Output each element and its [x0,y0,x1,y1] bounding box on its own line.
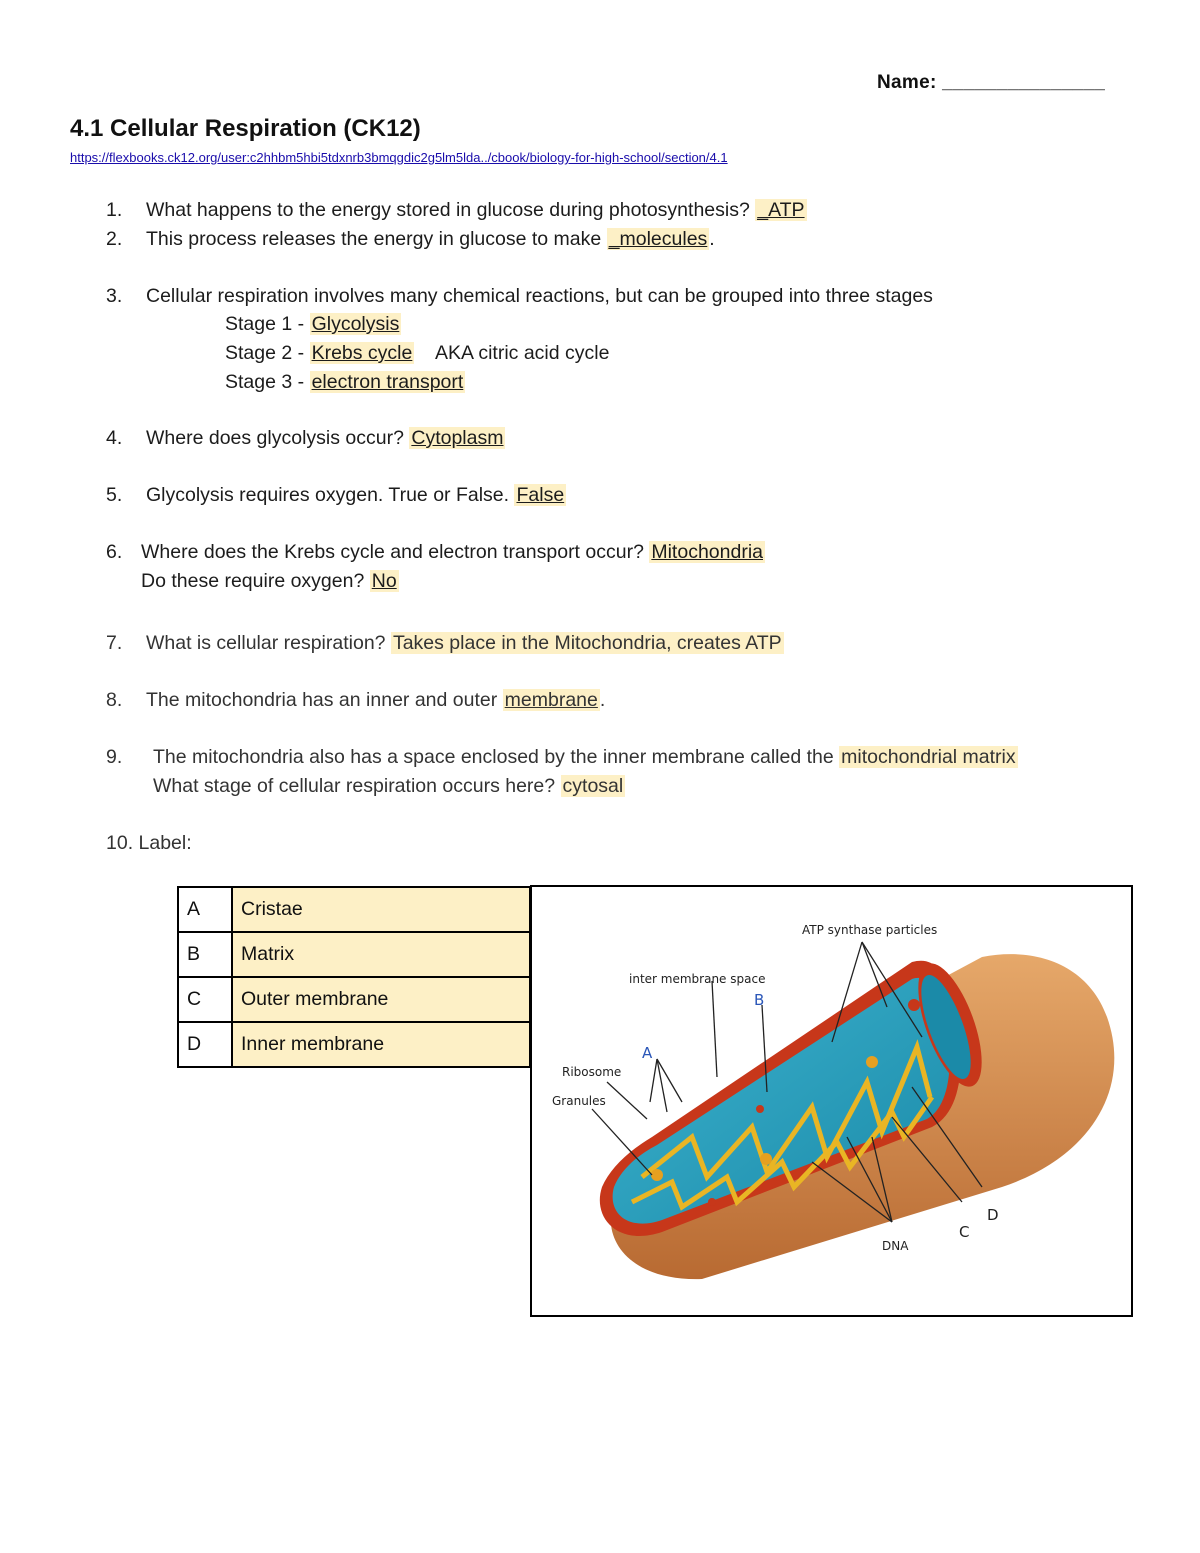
question-text: What is cellular respiration? [146,632,386,654]
question-text: The mitochondria also has a space enclosed by the inner membrane called the [153,746,834,768]
answer-2: _molecules [608,228,708,250]
stage-1 [225,313,401,336]
label-table [177,886,531,1068]
question-text: What happens to the energy stored in glucose during photosynthesis? [146,199,750,221]
label-value: Matrix [232,932,530,977]
question-number: 4. [106,427,123,449]
question-9 [106,746,1018,769]
question-text: Where does glycolysis occur? [146,427,404,449]
answer-stage-3: electron transport [311,371,464,393]
answer-8: membrane [504,689,598,711]
source-link[interactable]: https://flexbooks.ck12.org/user:c2hhbm5hbi5tdxnrb3bmqgdic2g5lm5lda../cbook/biology-for-high-school/section/4.1 [70,150,728,165]
label-letter: A [178,887,232,932]
answer-5: False [516,484,565,506]
question-number: 2. [106,228,123,250]
stage-note: AKA citric acid cycle [434,342,610,364]
label-value: Inner membrane [232,1022,530,1067]
question-number: 1. [106,199,123,221]
question-3 [106,285,933,308]
table-row [178,887,530,932]
question-tail: . [709,228,715,250]
question-number: 5. [106,484,123,506]
answer-stage-1: Glycolysis [311,313,400,335]
label-ribosome: Ribosome [562,1065,622,1079]
question-tail: . [599,689,606,711]
question-number: 9. [106,746,123,768]
table-row [178,932,530,977]
answer-6: Mitochondria [651,541,763,563]
answer-7: Takes place in the Mitochondria, creates ATP [392,632,782,654]
label-a: A [642,1044,653,1062]
label-letter: D [178,1022,232,1067]
label-value: Cristae [232,887,530,932]
question-number: 8. [106,689,123,711]
answer-9b: cytosal [562,775,624,797]
question-2 [106,228,715,251]
question-1 [106,199,807,222]
label-letter: B [178,932,232,977]
stage-label: Stage 2 - [225,342,305,364]
label-letter: C [178,977,232,1022]
question-4 [106,427,505,450]
label-value: Outer membrane [232,977,530,1022]
question-number: 6. [106,541,123,563]
answer-6b: No [371,570,397,592]
name-field: Name: _______________ [877,72,1106,93]
label-b: B [754,991,765,1009]
page-title: 4.1 Cellular Respiration (CK12) [70,115,421,142]
question-text: Where does the Krebs cycle and electron transport occur? [141,541,644,563]
question-text: Cellular respiration involves many chemical reactions, but can be grouped into three stages [146,285,933,307]
label-granules: Granules [552,1094,606,1108]
question-10: 10. Label: [106,832,192,854]
mitochondria-diagram [530,885,1133,1317]
table-row [178,977,530,1022]
label-d: D [987,1206,999,1224]
question-text: What stage of cellular respiration occurs here? [153,775,556,797]
stage-3 [225,371,465,394]
label-dna: DNA [882,1239,909,1253]
label-atp-synthase: ATP synthase particles [802,923,938,937]
question-6-sub [141,570,399,593]
label-intermembrane-space: inter membrane space [629,972,766,986]
label-c: C [959,1223,970,1241]
answer-9: mitochondrial matrix [841,746,1016,768]
question-number: 7. [106,632,123,654]
question-6 [106,541,765,564]
stage-2 [225,342,609,365]
stage-label: Stage 1 - [225,313,305,335]
question-number: 3. [106,285,123,307]
question-7 [106,632,784,655]
question-5 [106,484,566,507]
question-8 [106,689,605,712]
answer-1: _ATP [757,199,805,221]
question-text: Glycolysis requires oxygen. True or False. [146,484,510,506]
question-text: This process releases the energy in glucose to make [146,228,602,250]
question-9-sub [153,775,625,798]
question-text: The mitochondria has an inner and outer [146,689,498,711]
answer-4: Cytoplasm [411,427,504,449]
stage-label: Stage 3 - [225,371,305,393]
mitochondria-illustration [532,887,1131,1315]
answer-stage-2: Krebs cycle [311,342,413,364]
table-row [178,1022,530,1067]
question-text: Do these require oxygen? [141,570,365,592]
